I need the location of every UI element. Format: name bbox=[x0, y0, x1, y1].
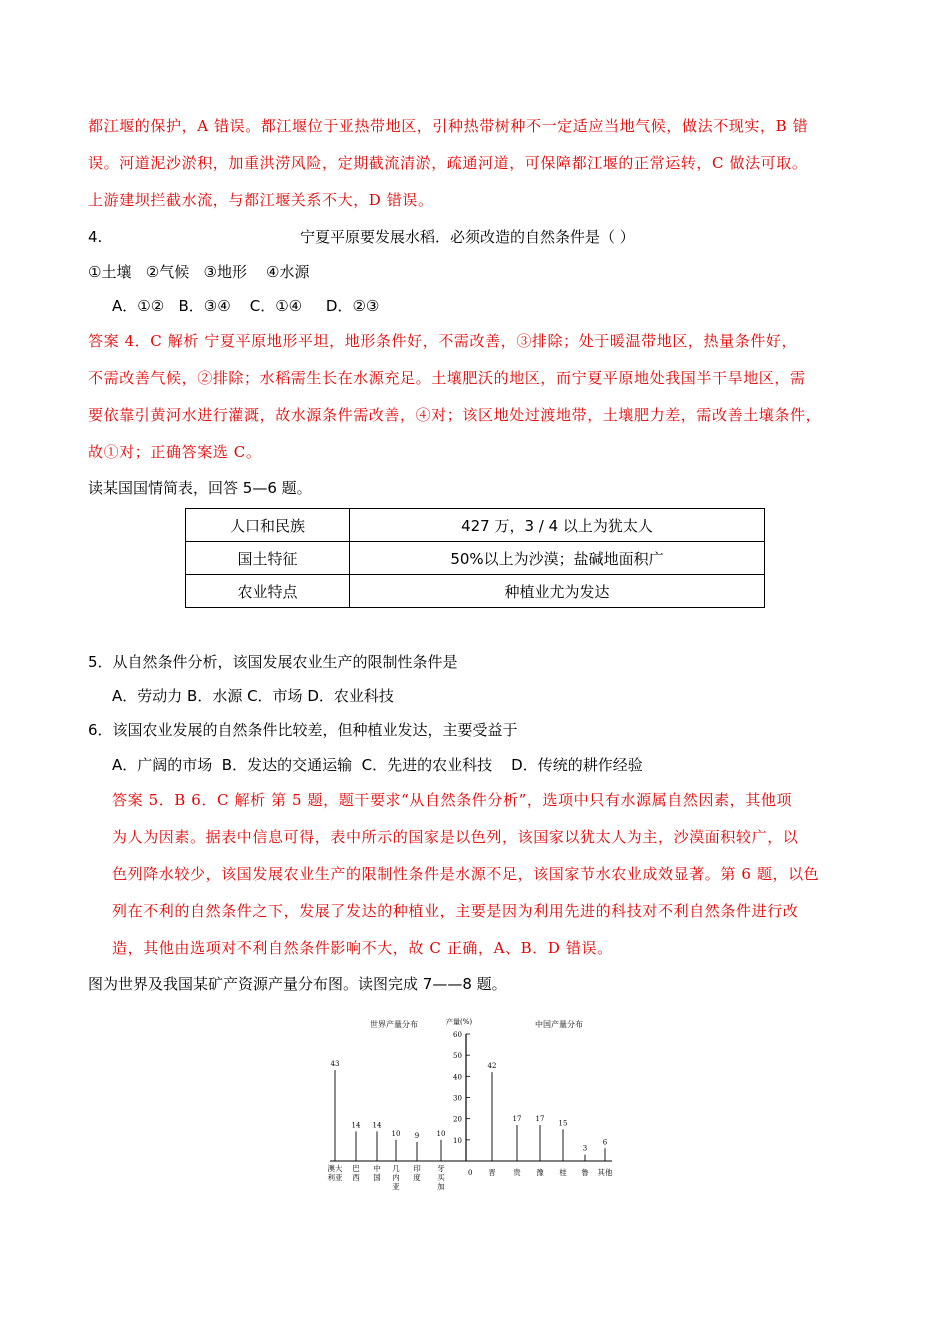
data-label: 14 bbox=[351, 1121, 361, 1130]
answer-line: 故①对；正确答案选 C。 bbox=[88, 443, 262, 461]
y-tick-label: 50 bbox=[453, 1052, 462, 1061]
data-label: 6 bbox=[602, 1138, 608, 1147]
table-value: 种植业尤为发达 bbox=[350, 575, 765, 608]
answer-line: 误。河道泥沙淤积，加重洪涝风险，定期截流清淤，疏通河道，可保障都江堰的正常运转，C 做法可取。 bbox=[88, 154, 808, 172]
answer-line: 为人为因素。据表中信息可得，表中所示的国家是以色列，该国家以犹太人为主，沙漠面积较广，以 bbox=[112, 828, 799, 846]
data-label: 10 bbox=[391, 1129, 401, 1138]
category-label: 澳大利亚 bbox=[327, 1164, 343, 1182]
section-intro: 图为世界及我国某矿产资源产量分布图。读图完成 7——8 题。 bbox=[88, 975, 507, 993]
category-label: 几内亚 bbox=[392, 1164, 400, 1191]
category-label: 桂 bbox=[559, 1168, 567, 1177]
data-label: 43 bbox=[330, 1059, 340, 1068]
zero-label: 0 bbox=[468, 1169, 473, 1177]
y-tick-label: 30 bbox=[453, 1094, 462, 1103]
table-row bbox=[186, 509, 765, 542]
y-tick-label: 60 bbox=[453, 1031, 462, 1039]
section-intro: 读某国国情简表，回答 5—6 题。 bbox=[88, 479, 312, 497]
category-label: 巴西 bbox=[352, 1164, 360, 1182]
question-options: A．①② B．③④ C．①④ D．②③ bbox=[112, 297, 380, 315]
answer-line: 要依靠引黄河水进行灌溉，故水源条件需改善，④对；该区地处过渡地带，土壤肥力差，需改善土壤条件， bbox=[88, 406, 822, 424]
question-options: A．劳动力 B．水源 C．市场 D．农业科技 bbox=[112, 687, 394, 705]
data-label: 3 bbox=[582, 1144, 588, 1153]
question-stem: 6．该国农业发展的自然条件比较差，但种植业发达，主要受益于 bbox=[88, 721, 518, 739]
table-row bbox=[186, 575, 765, 608]
production-distribution-chart bbox=[320, 1012, 620, 1202]
data-label: 42 bbox=[487, 1062, 497, 1071]
category-label: 豫 bbox=[536, 1168, 544, 1177]
chart-title-china: 中国产量分布 bbox=[535, 1020, 583, 1029]
table-key: 国土特征 bbox=[186, 542, 350, 575]
data-label: 17 bbox=[512, 1115, 522, 1124]
data-label: 14 bbox=[372, 1121, 382, 1130]
question-stem: 5．从自然条件分析，该国发展农业生产的限制性条件是 bbox=[88, 653, 458, 671]
table-key: 人口和民族 bbox=[186, 509, 350, 542]
category-label: 中国 bbox=[373, 1164, 381, 1182]
category-label: 印度 bbox=[413, 1164, 421, 1182]
category-label: 牙买加 bbox=[437, 1164, 445, 1191]
answer-line: 上游建坝拦截水流，与都江堰关系不大，D 错误。 bbox=[88, 191, 434, 209]
data-label: 10 bbox=[436, 1129, 446, 1138]
y-tick-label: 40 bbox=[453, 1073, 462, 1082]
category-label: 其他 bbox=[597, 1168, 613, 1177]
chart-title-world: 世界产量分布 bbox=[370, 1020, 418, 1029]
question-options: A．广阔的市场 B．发达的交通运输 C．先进的农业科技 D．传统的耕作经验 bbox=[112, 756, 643, 774]
table-value: 427 万，3 / 4 以上为犹太人 bbox=[350, 509, 765, 542]
data-label: 9 bbox=[414, 1131, 420, 1140]
table-value: 50%以上为沙漠；盐碱地面积广 bbox=[350, 542, 765, 575]
table-row bbox=[186, 542, 765, 575]
y-tick-label: 20 bbox=[453, 1115, 462, 1124]
category-label: 贵 bbox=[513, 1168, 521, 1177]
data-label: 17 bbox=[535, 1115, 545, 1124]
category-label: 晋 bbox=[488, 1168, 496, 1177]
question-items: ①土壤 ②气候 ③地形 ④水源 bbox=[88, 263, 310, 281]
data-label: 15 bbox=[558, 1119, 568, 1128]
answer-line: 造，其他由选项对不利自然条件影响不大，故 C 正确，A、B．D 错误。 bbox=[112, 939, 613, 957]
y-tick-label: 10 bbox=[453, 1136, 462, 1145]
answer-line: 列在不利的自然条件之下，发展了发达的种植业，主要是因为利用先进的科技对不利自然条件进行改 bbox=[112, 902, 799, 920]
country-info-table bbox=[185, 508, 765, 608]
answer-line: 答案 5．B 6．C 解析 第 5 题，题干要求“从自然条件分析”，选项中只有水源属自然因素，其他项 bbox=[112, 791, 793, 809]
category-label: 鲁 bbox=[581, 1168, 589, 1177]
answer-line: 答案 4．C 解析 宁夏平原地形平坦，地形条件好，不需改善，③排除；处于暖温带地区，热量条件好， bbox=[88, 332, 798, 350]
question-number: 4. bbox=[88, 228, 103, 246]
table-key: 农业特点 bbox=[186, 575, 350, 608]
answer-line: 都江堰的保护，A 错误。都江堰位于亚热带地区，引种热带树种不一定适应当地气候，做法不现实，B 错 bbox=[88, 117, 809, 135]
chart-y-label: 产量(%) bbox=[446, 1018, 473, 1026]
answer-line: 色列降水较少，该国发展农业生产的限制性条件是水源不足，该国家节水农业成效显著。第 6 题，以色 bbox=[112, 865, 820, 883]
question-stem: 宁夏平原要发展水稻．必须改造的自然条件是（ ） bbox=[300, 228, 635, 246]
answer-line: 不需改善气候，②排除；水稻需生长在水源充足。土壤肥沃的地区，而宁夏平原地处我国半干旱地区，需 bbox=[88, 369, 806, 387]
